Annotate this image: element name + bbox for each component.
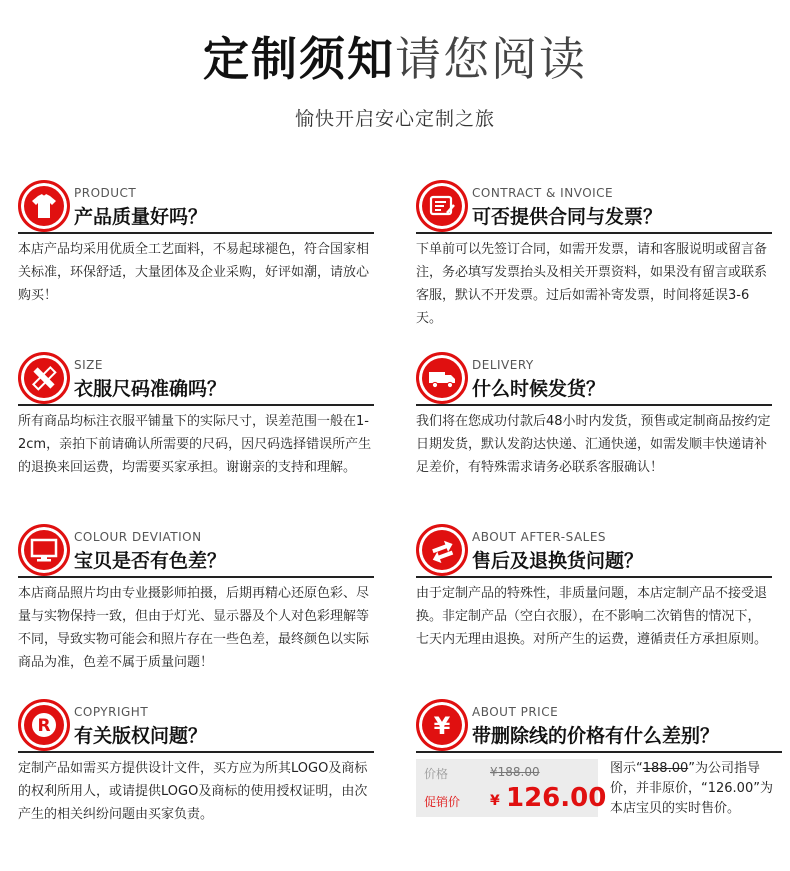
delivery-truck-icon	[416, 352, 468, 404]
card-text: 本店产品均采用优质全工艺面料，不易起球褪色，符合国家相关标准，环保舒适，大量团体及企业采购，好评如潮，请放心购买！	[18, 242, 370, 303]
price-desc-part2: ”为公司指导价，并非原价，“126.00”为本店宝贝的实时售价。	[610, 761, 773, 816]
card-title-en: COLOUR DEVIATION	[74, 530, 202, 544]
card-text: 下单前可以先签订合同，如需开发票，请和客服说明或留言备注，务必填写发票抬头及相关开票资料，如果没有留言或联系客服，默认不开发票。过后如需补寄发票，时间将延误3-6天。	[416, 242, 768, 326]
card-header	[416, 350, 772, 406]
card-price	[416, 697, 782, 819]
price-example	[416, 759, 782, 819]
card-product	[18, 178, 374, 307]
card-text: 我们将在您成功付款后48小时内发货，预售或定制商品按约定日期发货，默认发韵达快递、汇通快递，如需发顺丰快递请补足差价，有特殊需求请务必联系客服确认！	[416, 414, 771, 475]
page-header	[0, 28, 790, 131]
card-copyright	[18, 697, 374, 826]
card-title-en: ABOUT AFTER-SALES	[472, 530, 607, 544]
ruler-pencil-icon	[18, 352, 70, 404]
card-delivery	[416, 350, 772, 479]
card-title-zh: 带删除线的价格有什么差别？	[472, 725, 720, 747]
card-title-en: CONTRACT & INVOICE	[472, 186, 614, 200]
divider	[18, 232, 374, 234]
card-title-zh: 有关版权问题？	[74, 725, 208, 747]
card-header	[18, 178, 374, 234]
card-text: 定制产品如需买方提供设计文件，买方应为所其LOGO及商标的权利所用人，或请提供LOGO及商标的使用授权证明，由次产生的相关纠纷问题由买家负责。	[18, 761, 368, 822]
divider	[18, 404, 374, 406]
yen-symbol: ¥	[490, 793, 500, 809]
card-colour-deviation	[18, 522, 374, 674]
price-desc-part1: 图示“	[610, 761, 643, 776]
card-title-en: SIZE	[74, 358, 103, 372]
tshirt-icon	[18, 180, 70, 232]
price-sample-box	[416, 759, 607, 817]
card-title-en: DELIVERY	[472, 358, 534, 372]
registered-icon	[18, 699, 70, 751]
divider	[18, 576, 374, 578]
card-title-zh: 什么时候发货？	[472, 378, 606, 400]
card-text: 本店商品照片均由专业摄影师拍摄，后期再精心还原色彩、尽量与实物保持一致，但由于灯光、显示器及个人对色彩理解等不同，导致实物可能会和照片存在一些色差，最终颜色以实际商品为准，色差不属于质量问题！	[18, 586, 370, 670]
card-header	[18, 350, 374, 406]
yen-icon	[416, 699, 468, 751]
svg-text:R: R	[37, 716, 51, 736]
card-title-zh: 可否提供合同与发票？	[472, 206, 663, 228]
title-light: 请您阅读	[395, 32, 587, 86]
title-bold: 定制须知	[203, 32, 395, 86]
svg-text:¥: ¥	[433, 712, 451, 740]
card-title-zh: 宝贝是否有色差？	[74, 550, 227, 572]
card-header	[18, 522, 374, 578]
card-text: 由于定制产品的特殊性，非质量问题，本店定制产品不接受退换。非定制产品（空白衣服），在不影响二次销售的情况下，七天内无理由退换。对所产生的运费，遵循责任方承担原则。	[416, 586, 768, 647]
contract-icon	[416, 180, 468, 232]
card-title-en: COPYRIGHT	[74, 705, 149, 719]
price-desc-strike: 188.00	[642, 761, 689, 776]
card-header	[416, 522, 772, 578]
sale-price-label: 促销价	[424, 795, 461, 809]
divider	[416, 576, 772, 578]
card-header	[18, 697, 374, 753]
list-price-value: ¥188.00	[490, 765, 540, 779]
card-size	[18, 350, 374, 479]
divider	[416, 751, 782, 753]
divider	[416, 404, 772, 406]
sale-price-value: 126.00	[506, 783, 607, 813]
exchange-arrows-icon	[416, 524, 468, 576]
card-header	[416, 697, 782, 753]
page-subtitle: 愉快开启安心定制之旅	[294, 108, 495, 130]
card-title-en: ABOUT PRICE	[472, 705, 559, 719]
page-title	[0, 28, 790, 90]
card-title-zh: 产品质量好吗？	[74, 206, 208, 228]
card-contract-invoice	[416, 178, 772, 330]
card-title-en: PRODUCT	[74, 186, 137, 200]
card-title-zh: 售后及退换货问题？	[472, 550, 644, 572]
price-explanation	[610, 759, 782, 819]
card-header	[416, 178, 772, 234]
list-price-label: 价格	[424, 767, 449, 781]
card-text: 所有商品均标注衣服平铺量下的实际尺寸，误差范围一般在1-2cm，亲拍下前请确认所需要的尺码，因尺码选择错误所产生的退换来回运费，均需要买家承担。谢谢亲的支持和理解。	[18, 414, 372, 475]
divider	[416, 232, 772, 234]
card-title-zh: 衣服尺码准确吗？	[74, 378, 227, 400]
card-after-sales	[416, 522, 772, 651]
divider	[18, 751, 374, 753]
monitor-icon	[18, 524, 70, 576]
